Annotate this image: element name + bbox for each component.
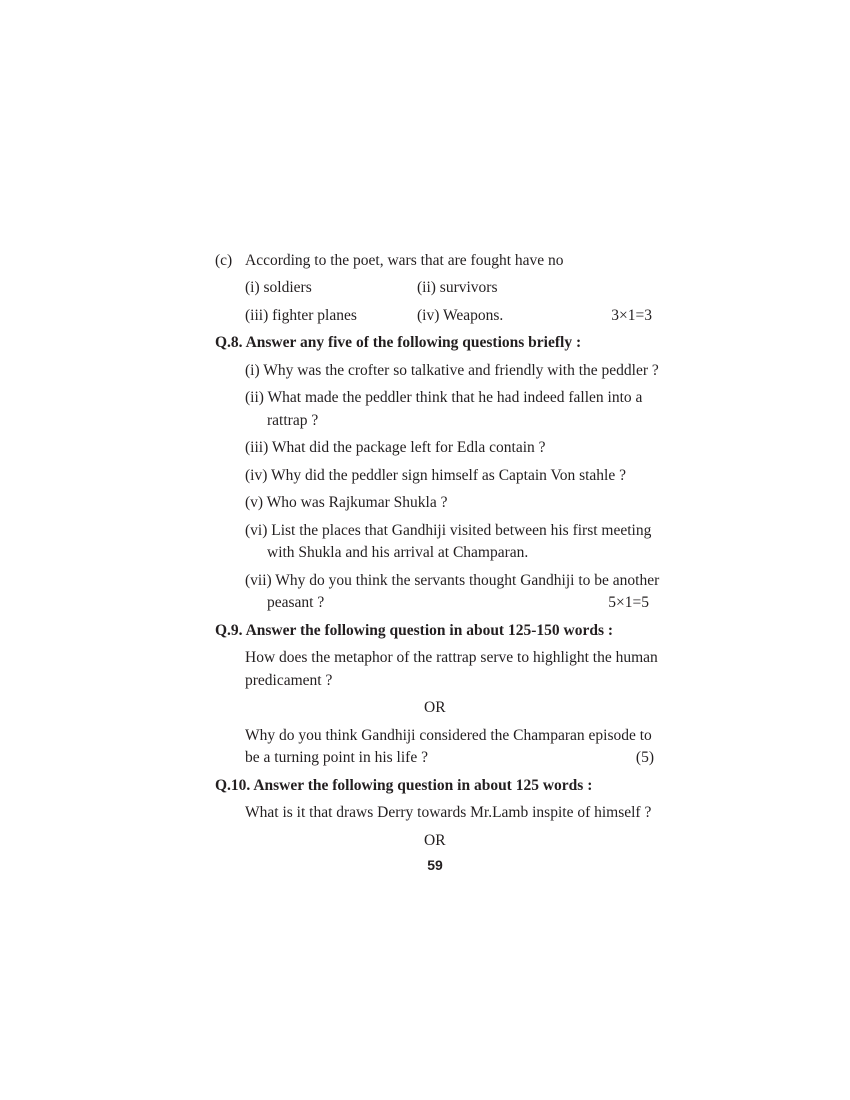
q9-line-1: How does the metaphor of the rattrap serve to highlight the human [245, 649, 658, 666]
q8-item-vii-cont: peasant ? [267, 594, 325, 611]
q7c-label: (c) [215, 252, 233, 269]
q9-marks: (5) [635, 749, 654, 766]
q8-heading: Q.8. Answer any five of the following questions briefly : [215, 334, 582, 351]
q7c-marks: 3×1=3 [611, 307, 652, 324]
q8-item-i: (i) Why was the crofter so talkative and friendly with the peddler ? [245, 362, 659, 379]
q7c-option-1: (i) soldiers [245, 279, 312, 296]
q7c-question: According to the poet, wars that are fought have no [245, 252, 564, 269]
q8-item-v: (v) Who was Rajkumar Shukla ? [245, 494, 448, 511]
q9-line-3: Why do you think Gandhiji considered the Champaran episode to [245, 727, 652, 744]
page-number: 59 [427, 857, 443, 873]
q10-line-1: What is it that draws Derry towards Mr.Lamb inspite of himself ? [245, 804, 652, 821]
q8-item-iii: (iii) What did the package left for Edla contain ? [245, 439, 546, 456]
q9-line-2: predicament ? [245, 672, 333, 689]
q7c-option-2: (ii) survivors [417, 279, 498, 296]
q7c-option-3: (iii) fighter planes [245, 307, 357, 324]
q10-or: OR [424, 832, 446, 849]
q9-or: OR [424, 699, 446, 716]
q9-heading: Q.9. Answer the following question in about 125-150 words : [215, 622, 614, 639]
q7c-option-4: (iv) Weapons. [417, 307, 504, 324]
q8-item-ii: (ii) What made the peddler think that he had indeed fallen into a [245, 389, 643, 406]
q8-item-vi-cont: with Shukla and his arrival at Champaran. [267, 544, 529, 561]
q8-marks: 5×1=5 [608, 594, 649, 611]
q9-line-4: be a turning point in his life ? [245, 749, 428, 766]
q10-heading: Q.10. Answer the following question in about 125 words : [215, 777, 593, 794]
q8-item-ii-cont: rattrap ? [267, 412, 319, 429]
q8-item-vii: (vii) Why do you think the servants thought Gandhiji to be another [245, 572, 660, 589]
q8-item-vi: (vi) List the places that Gandhiji visited between his first meeting [245, 522, 652, 539]
q8-item-iv: (iv) Why did the peddler sign himself as Captain Von stahle ? [245, 467, 626, 484]
